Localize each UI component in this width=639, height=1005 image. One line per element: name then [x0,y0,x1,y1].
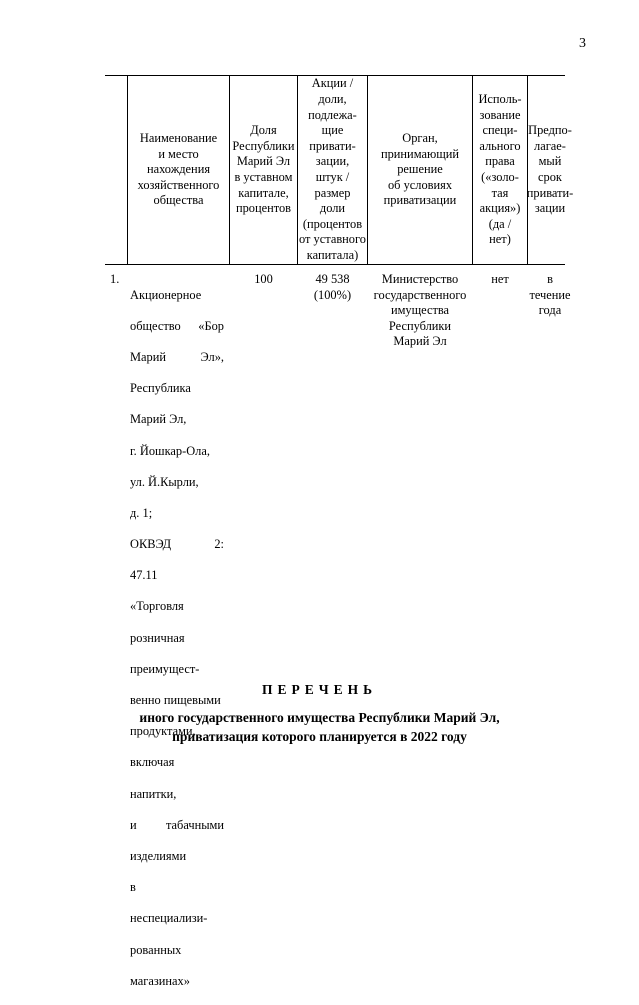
name-line: в [130,880,136,895]
name-line: общество «Бор [130,318,224,333]
name-line: неспециализи- [130,911,208,926]
name-line: включая [130,755,175,770]
header-authority: Орган, принимающий решение об условиях приватизации [380,131,460,208]
name-line: рованных [130,942,182,957]
row-company-name [130,272,224,1005]
list-subtitle: иного государственного имущества Республики Марий Эл, приватизация которого планируется в 2022 году [139,710,500,744]
row-term: в течение года [529,272,571,318]
name-line: д. 1; [130,505,153,520]
row-authority: Министерство государственного имущества Республики Марий Эл [373,272,467,349]
row-share: 100 [254,272,273,286]
header-name: Наименование и место нахождения хозяйственного общества [137,131,220,208]
header-shares-to-privatize: Акции / доли, подлежа- щие привати- зации, штук / размер доли (процентов от уставного капитала) [299,76,366,262]
row-shares-to-privatize: 49 538 (100%) [313,272,352,302]
header-golden-share: Исполь- зование специ- ального права («золо- тая акция») (да / нет) [478,92,522,247]
header-share: Доля Республики Марий Эл в уставном капитале, процентов [232,123,295,216]
header-term: Предпо- лагае- мый срок привати- зации [526,123,574,216]
name-line: магазинах» [130,973,190,988]
name-line: ул. Й.Кырли, [130,474,199,489]
name-line: Акционерное [130,287,202,302]
name-line: преимущест- [130,661,200,676]
page-number: 3 [579,36,586,51]
name-line: Марий Эл, [130,412,187,427]
name-line: напитки, [130,786,177,801]
list-title: ПЕРЕЧЕНЬ [261,682,378,697]
name-line: розничная [130,630,185,645]
name-line: Республика [130,381,191,396]
name-line: г. Йошкар-Ола, [130,443,210,458]
name-line: «Торговля [130,599,184,614]
name-line: Марий Эл», [130,349,224,364]
row-number: 1. [110,272,120,286]
name-line: изделиями [130,848,187,863]
row-golden-share: нет [491,272,509,286]
okved-label: ОКВЭД 2: [130,537,224,552]
name-line: и табачными [130,817,224,832]
privatization-table-header [105,75,574,265]
name-line: 47.11 [130,568,158,583]
name-line: венно пищевыми [130,693,221,708]
name-line: продуктами, [130,724,196,739]
